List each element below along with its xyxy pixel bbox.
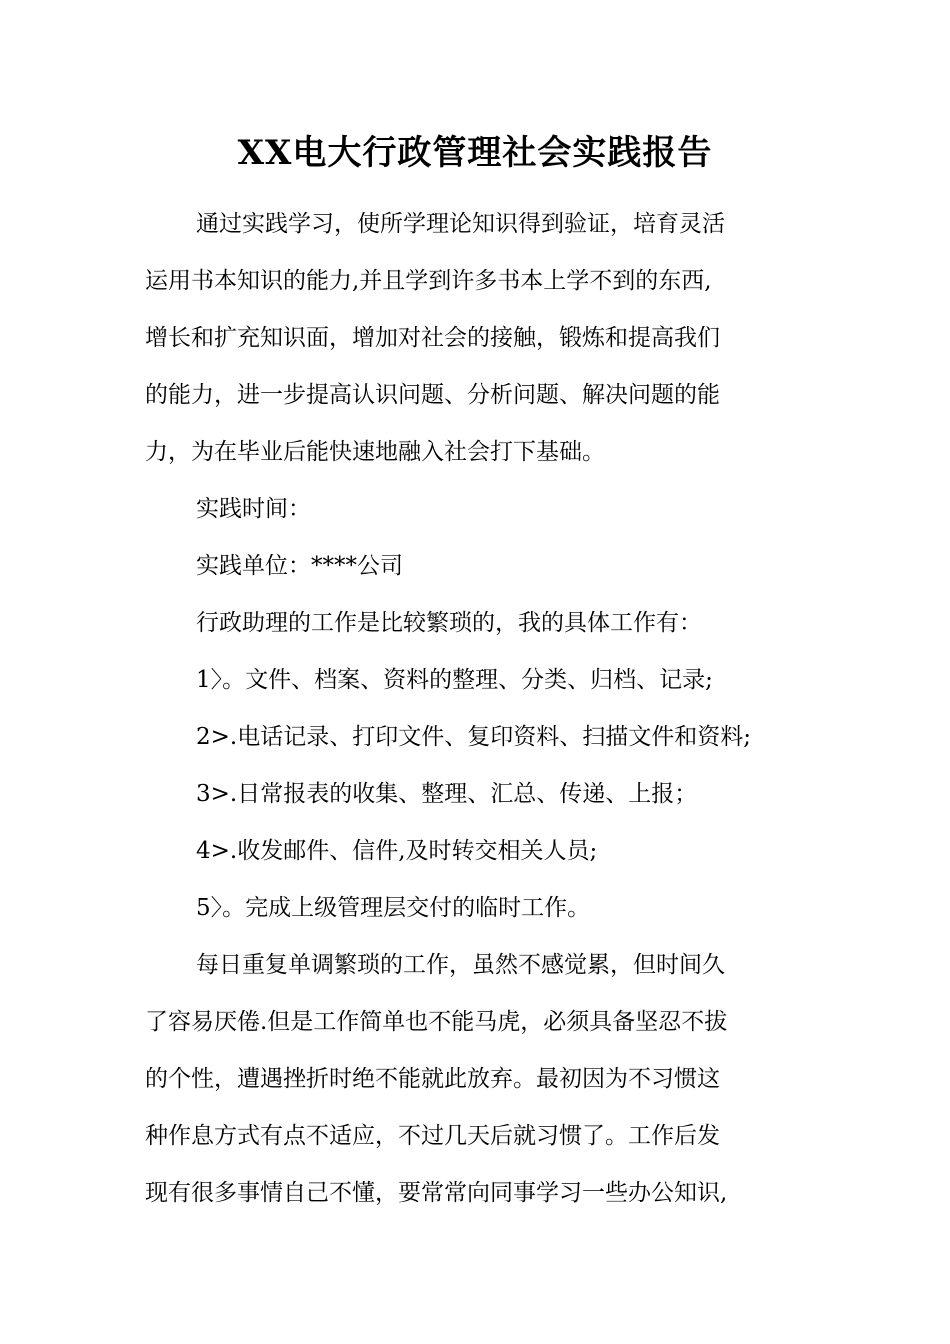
list-item: 2>.电话记录、打印文件、复印资料、扫描文件和资料; [196,724,751,750]
paragraph-line: 行政助理的工作是比较繁琐的，我的具体工作有： [196,610,702,636]
paragraph-line: 种作息方式有点不适应，不过几天后就习惯了。工作后发 [145,1123,720,1149]
paragraph-line: 力，为在毕业后能快速地融入社会打下基础。 [145,439,605,465]
practice-time-line: 实践时间： [196,496,311,522]
paragraph-line: 增长和扩充知识面，增加对社会的接触，锻炼和提高我们 [145,325,720,351]
paragraph-line: 每日重复单调繁琐的工作，虽然不感觉累，但时间久 [196,952,725,978]
list-item: 5〉。完成上级管理层交付的临时工作。 [196,895,591,921]
document-title: XX电大行政管理社会实践报告 [237,133,713,173]
list-item: 4>.收发邮件、信件,及时转交相关人员; [196,838,598,864]
paragraph-line: 现有很多事情自己不懂，要常常向同事学习一些办公知识, [145,1180,728,1206]
list-item: 3>.日常报表的收集、整理、汇总、传递、上报； [196,781,698,807]
paragraph-line: 通过实践学习，使所学理论知识得到验证，培育灵活 [196,211,725,237]
paragraph-line: 了容易厌倦.但是工作简单也不能马虎，必须具备坚忍不拔 [145,1009,728,1035]
practice-unit-line: 实践单位：****公司 [196,553,403,579]
paragraph-line: 的个性，遭遇挫折时绝不能就此放弃。最初因为不习惯这 [145,1066,720,1092]
paragraph-line: 的能力，进一步提高认识问题、分析问题、解决问题的能 [145,382,720,408]
list-item: 1〉。文件、档案、资料的整理、分类、归档、记录; [196,667,713,693]
paragraph-line: 运用书本知识的能力,并且学到许多书本上学不到的东西, [145,268,712,294]
